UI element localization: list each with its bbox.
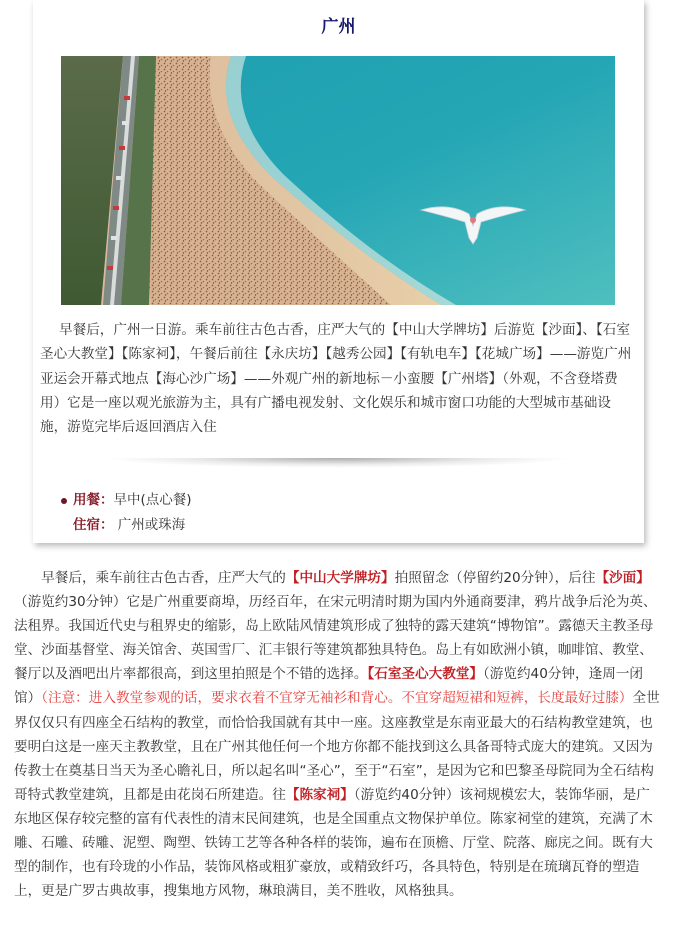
stay-label: 住宿： [73, 517, 114, 533]
dress-code-warning: （注意：进入教堂参观的话，要求衣着不宜穿无袖衫和背心。不宜穿超短裙和短裤，长度最好过膝） [41, 690, 633, 707]
meal-row [73, 488, 192, 513]
detail-paragraph [14, 566, 662, 903]
meal-label: 用餐： [73, 492, 114, 508]
section-divider [103, 458, 573, 468]
highlight-chen-clan: 【陈家祠】 [285, 786, 354, 803]
itinerary-summary-text: 早餐后，广州一日游。乘车前往古色古香，庄严大气的【中山大学牌坊】后游览【沙面】、【石室圣心大教堂】【陈家祠】，午餐后前往【永庆坊】【越秀公园】【有轨电车】【花城广场】——游览广州亚运会开幕式地点【海心沙广场】——外观广州的新地标－小蛮腰【广州塔】（外观，不含登塔费用）它是一座以观光旅游为主，具有广播电视发射、文化娱乐和城市窗口功能的大型城市基础设施，游览完毕后返回酒店入住 [40, 322, 632, 436]
detail-text-6: （游览约40分钟）该祠规模宏大，装饰华丽，是广东地区保存较完整的富有代表性的清末民间建筑，也是全国重点文物保护单位。陈家祠堂的建筑，充满了木雕、石雕、砖雕、泥塑、陶塑、铁铸工艺等各种各样的装饰，遍布在顶檐、厅堂、院落、廊庑之间。既有大型的制作，也有玲珑的小作品，装饰风格或粗犷豪放，或精致纤巧，各具特色，特别是在琉璃瓦脊的塑造上，更是广罗古典故事，搜集地方风物，琳琅满目，美不胜收，风格独具。 [14, 786, 653, 900]
highlight-zhongshan: 【中山大学牌坊】 [285, 570, 395, 586]
bullet-icon [61, 498, 67, 504]
highlight-cathedral: 【石室圣心大教堂】 [367, 666, 483, 683]
day-card [33, 0, 644, 543]
detail-text-3: （游览约30分钟）它是广州重要商埠，历经百年，在宋元明清时期为国内外通商要津，鸦片战争后沦为英、法租界。我国近代史与租界史的缩影，岛上欧陆风情建筑形成了独特的露天建筑“博物馆”。露德天主教圣母堂、沙面基督堂、海关馆舍、英国雪厂、汇丰银行等建筑都独具特色。岛上有如欧洲小镇，咖啡馆、教堂、餐厅以及酒吧出片率都很高，到这里拍照是个不错的选择。 [14, 594, 657, 683]
highlight-shamian: 【沙面】 [595, 570, 650, 586]
page-title: 广州 [321, 17, 356, 37]
meal-stay-info [73, 488, 192, 538]
detail-text-2: 拍照留念（停留约20分钟），后往 [394, 570, 596, 586]
itinerary-summary [40, 318, 638, 439]
beach-photo [61, 56, 615, 305]
detail-text-1: 早餐后，乘车前往古色古香，庄严大气的 [41, 570, 286, 586]
detail-text-5: 全世界仅仅只有四座全石结构的教堂，而恰恰我国就有其中一座。这座教堂是东南亚最大的石结构教堂建筑，也要明白这是一座天主教教堂，且在广州其他任何一个地方你都不能找到这么具备哥特式庞大的建筑。又因为传教士在奠基日当天为圣心瞻礼日，所以起名叫“圣心”，至于“石室”，是因为它和巴黎圣母院同为全石结构哥特式教堂建筑，且都是由花岗石所建造。往 [14, 690, 660, 803]
stay-row [73, 513, 192, 538]
detail-text-4: （游览约40分钟，逢周一闭馆） [14, 666, 644, 707]
stay-value: 广州或珠海 [113, 517, 186, 533]
meal-value: 早中(点心餐) [113, 492, 192, 508]
